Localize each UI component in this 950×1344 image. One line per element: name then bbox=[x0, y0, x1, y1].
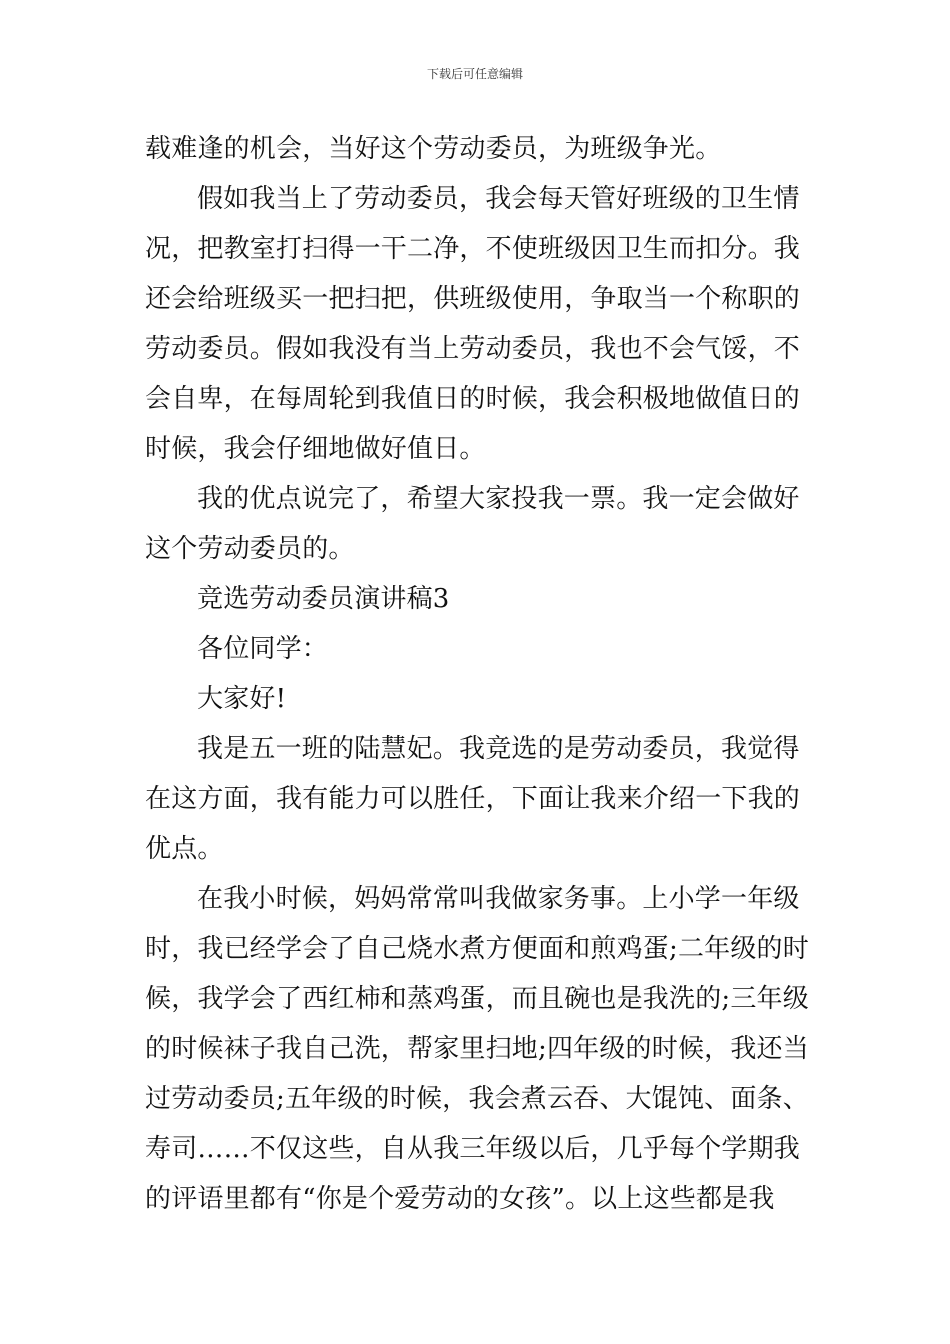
text-line: 在这方面，我有能力可以胜任，下面让我来介绍一下我的 bbox=[145, 784, 801, 814]
text-line: 载难逢的机会，当好这个劳动委员，为班级争光。 bbox=[145, 134, 722, 164]
text-line: 况，把教室打扫得一干二净，不使班级因卫生而扣分。我 bbox=[145, 234, 801, 264]
text-line: 的时候袜子我自己洗，帮家里扫地;四年级的时候，我还当 bbox=[145, 1034, 809, 1064]
salutation: 各位同学： bbox=[197, 634, 329, 664]
text-line: 这个劳动委员的。 bbox=[145, 534, 355, 564]
text-line: 时，我已经学会了自己烧水煮方便面和煎鸡蛋;二年级的时 bbox=[145, 934, 809, 964]
text-line: 寿司……不仅这些，自从我三年级以后，几乎每个学期我 bbox=[145, 1134, 801, 1164]
text-line: 时候，我会仔细地做好值日。 bbox=[145, 434, 486, 464]
document-body bbox=[145, 124, 809, 1224]
page-header: 下载后可任意编辑 bbox=[426, 67, 523, 81]
text-line: 劳动委员。假如我没有当上劳动委员，我也不会气馁，不 bbox=[145, 334, 801, 364]
greeting: 大家好! bbox=[197, 684, 287, 714]
text-line: 过劳动委员;五年级的时候，我会煮云吞、大馄饨、面条、 bbox=[145, 1084, 809, 1114]
text-line: 还会给班级买一把扫把，供班级使用，争取当一个称职的 bbox=[145, 284, 801, 314]
section-title: 竞选劳动委员演讲稿3 bbox=[197, 584, 450, 614]
paragraph-start-line: 在我小时候，妈妈常常叫我做家务事。上小学一年级 bbox=[197, 884, 800, 914]
paragraph-start-line: 我的优点说完了，希望大家投我一票。我一定会做好 bbox=[197, 484, 800, 514]
paragraph-start-line: 我是五一班的陆慧妃。我竞选的是劳动委员，我觉得 bbox=[197, 734, 800, 764]
text-line: 优点。 bbox=[145, 834, 224, 864]
text-line: 候，我学会了西红柿和蒸鸡蛋，而且碗也是我洗的;三年级 bbox=[145, 984, 809, 1014]
text-line: 的评语里都有“你是个爱劳动的女孩”。以上这些都是我 bbox=[145, 1184, 775, 1214]
text-line: 会自卑，在每周轮到我值日的时候，我会积极地做值日的 bbox=[145, 384, 801, 414]
paragraph-start-line: 假如我当上了劳动委员，我会每天管好班级的卫生情 bbox=[197, 184, 800, 214]
